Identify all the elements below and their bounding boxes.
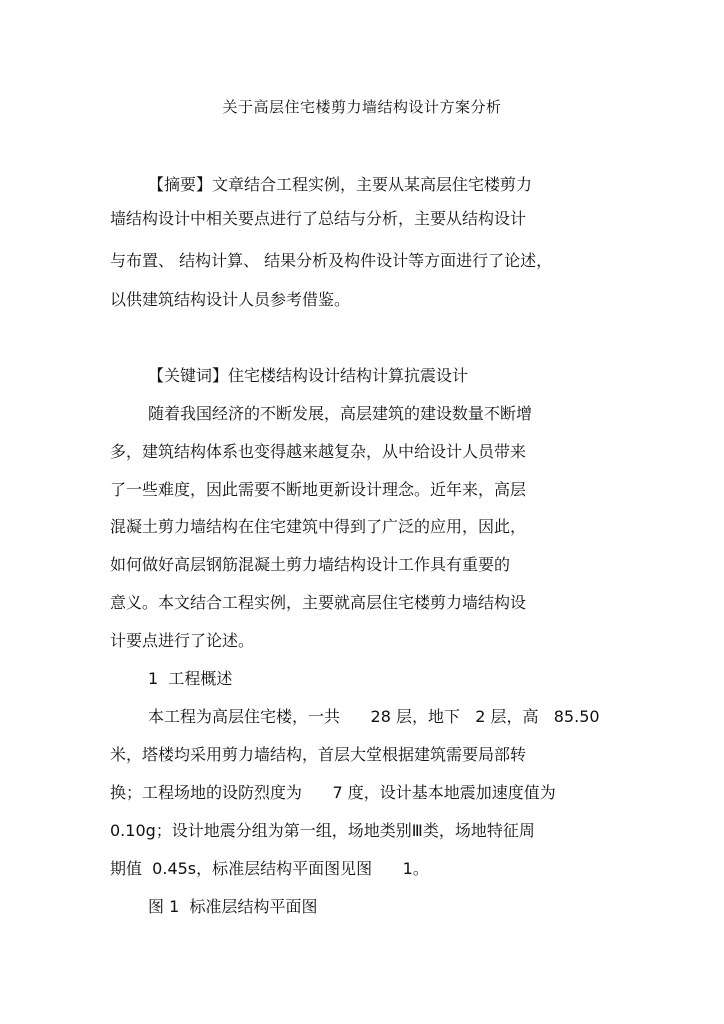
section-line-4: 0.10g；设计地震分组为第一组，场地类别Ⅲ类，场地特征周 <box>110 821 535 840</box>
intro-line-5: 如何做好高层钢筋混凝土剪力墙结构设计工作具有重要的 <box>110 555 511 574</box>
intro-line-6: 意义。本文结合工程实例，主要就高层住宅楼剪力墙结构设 <box>110 593 527 612</box>
section-line-2: 米，塔楼均采用剪力墙结构，首层大堂根据建筑需要局部转 <box>110 745 527 764</box>
keywords-line: 【关键词】住宅楼结构设计结构计算抗震设计 <box>148 366 469 385</box>
section-line-1: 本工程为高层住宅楼，一共 28 层，地下 2 层，高 85.50 <box>148 707 600 726</box>
document-title: 关于高层住宅楼剪力墙结构设计方案分析 <box>222 98 502 116</box>
intro-line-3: 了一些难度，因此需要不断地更新设计理念。近年来，高层 <box>110 480 527 499</box>
intro-line-4: 混凝土剪力墙结构在住宅建筑中得到了广泛的应用，因此， <box>110 517 527 536</box>
abstract-line-2: 墙结构设计中相关要点进行了总结与分析，主要从结构设计 <box>110 209 527 228</box>
abstract-line-1: 【摘要】文章结合工程实例，主要从某高层住宅楼剪力 <box>148 175 533 194</box>
section-line-3: 换；工程场地的设防烈度为 7 度，设计基本地震加速度值为 <box>110 783 556 802</box>
section-line-5: 期值 0.45s，标准层结构平面图见图 1。 <box>110 859 429 878</box>
intro-line-1: 随着我国经济的不断发展，高层建筑的建设数量不断增 <box>148 404 533 423</box>
abstract-line-4: 以供建筑结构设计人员参考借鉴。 <box>110 290 351 309</box>
figure-caption: 图 1 标准层结构平面图 <box>148 897 318 916</box>
section-heading: 1 工程概述 <box>148 669 233 688</box>
intro-line-7: 计要点进行了论述。 <box>110 631 255 650</box>
abstract-line-3: 与布置、 结构计算、 结果分析及构件设计等方面进行了论述， <box>110 251 553 270</box>
intro-line-2: 多，建筑结构体系也变得越来越复杂，从中给设计人员带来 <box>110 442 527 461</box>
